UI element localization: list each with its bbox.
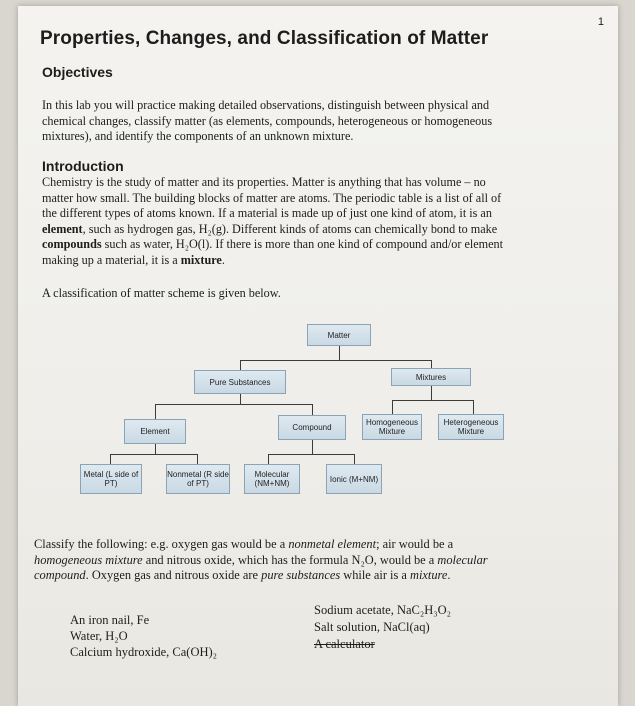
node-matter: Matter [307, 324, 371, 346]
objectives-line: chemical changes, classify matter (as elements, compounds, heterogeneous or homogeneous [42, 113, 493, 128]
objectives-heading: Objectives [42, 64, 113, 80]
term-element: element [42, 221, 83, 236]
node-compound: Compound [278, 415, 346, 440]
item-iron-nail: An iron nail, Fe [70, 613, 150, 627]
node-molecular: Molecular (NM+NM) [244, 464, 300, 494]
node-nonmetal: Nonmetal (R side of PT) [166, 464, 230, 494]
introduction-heading: Introduction [42, 158, 124, 174]
classification-diagram [18, 6, 618, 706]
classify-line: homogeneous mixture and nitrous oxide, which has the formula N₂O, would be a molecular [34, 552, 488, 567]
classify-line: compound. Oxygen gas and nitrous oxide are pure substances while air is a mixture. [34, 568, 451, 583]
intro-line: compounds such as water, H₂O(l). If there is more than one kind of compound and/or element [42, 237, 504, 252]
term-mixture: mixture [180, 252, 222, 267]
intro-line: element, such as hydrogen gas, H₂(g). Different kinds of atoms can chemically bond to make [42, 221, 498, 236]
node-homogeneous-mixture: Homogeneous Mixture [362, 414, 422, 440]
item-salt-solution: Salt solution, NaCl(aq) [314, 620, 430, 634]
objectives-line: mixtures), and identify the components of an unknown mixture. [42, 129, 354, 144]
intro-line: the different types of atoms known. If a material is made up of just one kind of atom, it is an [42, 206, 492, 221]
classify-paragraph [34, 537, 534, 584]
item-water: Water, H₂O [70, 629, 128, 643]
page-number: 1 [597, 16, 604, 28]
document-page [18, 6, 618, 706]
node-ionic: Ionic (M+NM) [326, 464, 382, 494]
node-pure-substances: Pure Substances [194, 370, 286, 394]
page-title: Properties, Changes, and Classification of Matter [40, 28, 489, 49]
intro-line: making up a material, it is a mixture. [42, 252, 225, 267]
intro-line: Chemistry is the study of matter and its properties. Matter is anything that has volume – no [42, 175, 486, 189]
item-calculator: A calculator [314, 637, 375, 651]
classify-line: Classify the following: e.g. oxygen gas would be a nonmetal element; air would be a [34, 537, 454, 551]
node-heterogeneous-mixture: Heterogeneous Mixture [438, 414, 504, 440]
node-mixtures: Mixtures [391, 368, 471, 386]
term-compounds: compounds [42, 237, 102, 252]
item-calcium-hydroxide: Calcium hydroxide, Ca(OH)₂ [70, 645, 218, 659]
objectives-line: In this lab you will practice making detailed observations, distinguish between physical and [42, 98, 490, 112]
item-sodium-acetate: Sodium acetate, NaC₂H₃O₂ [314, 603, 451, 617]
node-metal: Metal (L side of PT) [80, 464, 142, 494]
node-element: Element [124, 419, 186, 444]
scheme-caption: A classification of matter scheme is given below. [42, 286, 281, 300]
intro-line: matter how small. The building blocks of matter are atoms. The periodic table is a list of all of [42, 190, 502, 205]
